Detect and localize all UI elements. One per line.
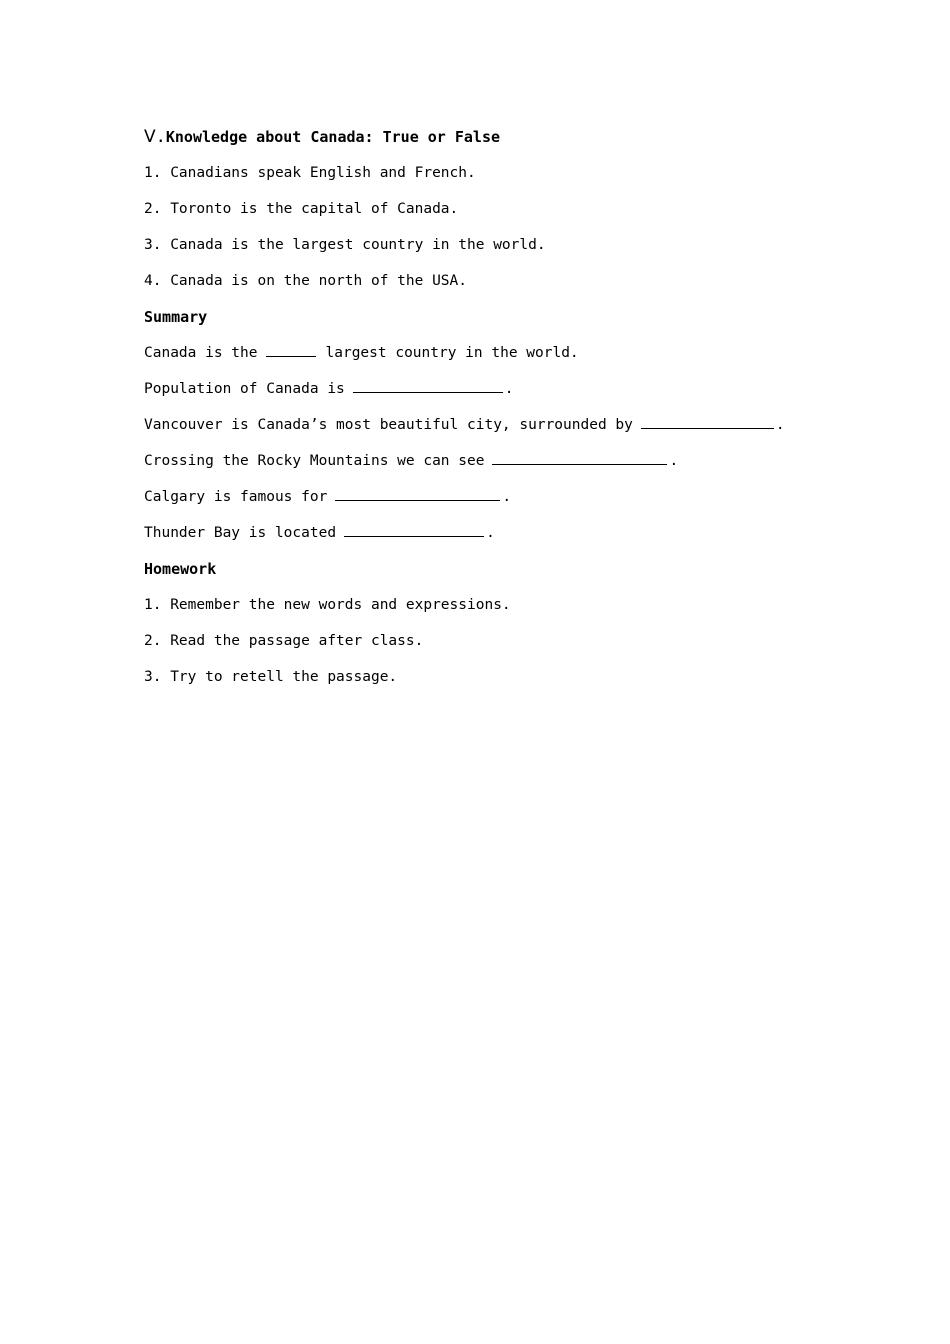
summary-sentence xyxy=(144,376,824,412)
true-false-item: 4. Canada is on the north of the USA. xyxy=(144,273,468,289)
summary-sentence xyxy=(144,484,824,520)
fill-in-blank[interactable] xyxy=(335,485,500,501)
summary-text-before: Thunder Bay is located xyxy=(144,525,337,541)
summary-sentence xyxy=(144,520,824,556)
summary-text-after: . xyxy=(775,417,785,433)
homework-heading: Homework xyxy=(144,560,217,578)
summary-text-before: Vancouver is Canada’s most beautiful city, surrounded by xyxy=(144,417,633,433)
section-title: Knowledge about Canada: True or False xyxy=(165,128,501,146)
fill-in-blank[interactable] xyxy=(492,449,667,465)
summary-text-after: . xyxy=(502,489,512,505)
summary-text-before: Canada is the xyxy=(144,345,258,361)
summary-text-after: . xyxy=(486,525,495,541)
fill-in-blank[interactable] xyxy=(266,341,316,357)
homework-item: 3. Try to retell the passage. xyxy=(144,669,398,685)
fill-in-blank[interactable] xyxy=(344,521,484,537)
true-false-item: 2. Toronto is the capital of Canada. xyxy=(144,201,459,217)
summary-text-before: Calgary is famous for xyxy=(144,489,328,505)
summary-text-before: Population of Canada is xyxy=(144,381,345,397)
true-false-item: 3. Canada is the largest country in the world. xyxy=(144,237,546,253)
section-heading-knowledge xyxy=(144,124,824,160)
homework-item: 2. Read the passage after class. xyxy=(144,633,424,649)
summary-text-after: . xyxy=(669,453,679,469)
summary-sentence xyxy=(144,448,824,484)
section-number: Ⅴ. xyxy=(144,127,166,147)
true-false-item: 1. Canadians speak English and French. xyxy=(144,165,476,181)
summary-sentence xyxy=(144,340,824,376)
summary-text-after: . xyxy=(504,381,514,397)
summary-sentence xyxy=(144,412,824,448)
fill-in-blank[interactable] xyxy=(641,413,774,429)
document-page xyxy=(144,124,824,700)
summary-text-before: Crossing the Rocky Mountains we can see xyxy=(144,453,485,469)
homework-item: 1. Remember the new words and expressions. xyxy=(144,597,511,613)
summary-text-after: largest country in the world. xyxy=(325,345,579,361)
fill-in-blank[interactable] xyxy=(353,377,503,393)
summary-heading: Summary xyxy=(144,308,208,326)
